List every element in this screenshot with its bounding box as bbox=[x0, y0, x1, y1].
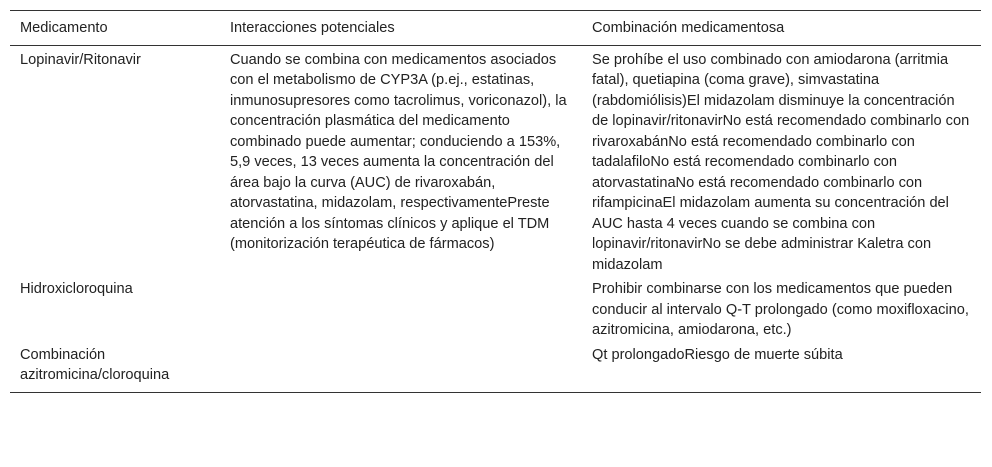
cell-combination: Se prohíbe el uso combinado con amiodarona (arritmia fatal), quetiapina (coma grave), simvastatina (rabdomiólisis)El midazolam disminuye la concentración de lopinavir/ritonavirNo está recomendado combinarlo con rivaroxabánNo está recomendado combinarlo con tadalafiloNo está recomendado combinarlo con atorvastatinaNo está recomendado combinarlo con rifampicinaEl midazolam aumenta su concentración del AUC hasta 4 veces cuando se combina con lopinavir/ritonavirNo se debe administrar Kaletra con midazolam bbox=[592, 51, 970, 273]
header-interacciones: Interacciones potenciales bbox=[220, 11, 582, 46]
table-row bbox=[10, 45, 981, 275]
table-row bbox=[10, 341, 981, 393]
table-body bbox=[10, 45, 981, 392]
table-header bbox=[10, 11, 981, 46]
cell-combination: Prohibir combinarse con los medicamentos que pueden conducir al intervalo Q-T prolongado (como moxifloxacino, azitromicina, amiodarona, etc.) bbox=[592, 281, 969, 338]
cell-drug: Combinación azitromicina/cloroquina bbox=[10, 341, 220, 393]
cell-interactions bbox=[220, 341, 582, 393]
cell-interactions bbox=[220, 275, 582, 341]
drug-interactions-table-wrapper bbox=[10, 10, 981, 393]
cell-combination: Qt prolongadoRiesgo de muerte súbita bbox=[582, 341, 981, 393]
drug-interactions-table bbox=[10, 10, 981, 393]
header-combinacion: Combinación medicamentosa bbox=[582, 11, 981, 46]
header-medicamento: Medicamento bbox=[10, 11, 220, 46]
cell-interactions: Cuando se combina con medicamentos asociados con el metabolismo de CYP3A (p.ej., estatinas, inmunosupresores como tacrolimus, voriconazol), la concentración plasmática del medicamento combinado puede aumentar; conduciendo a 153%, 5,9 veces, 13 veces aumenta la concentración del área bajo la curva (AUC) de rivaroxabán, atorvastatina, midazolam, respectivamentePreste atención a los síntomas clínicos y aplique el TDM (monitorización terapéutica de fármacos) bbox=[230, 51, 567, 252]
table-row bbox=[10, 275, 981, 341]
cell-drug: Lopinavir/Ritonavir bbox=[20, 51, 141, 68]
header-row bbox=[10, 11, 981, 46]
cell-drug: Hidroxicloroquina bbox=[20, 281, 133, 297]
